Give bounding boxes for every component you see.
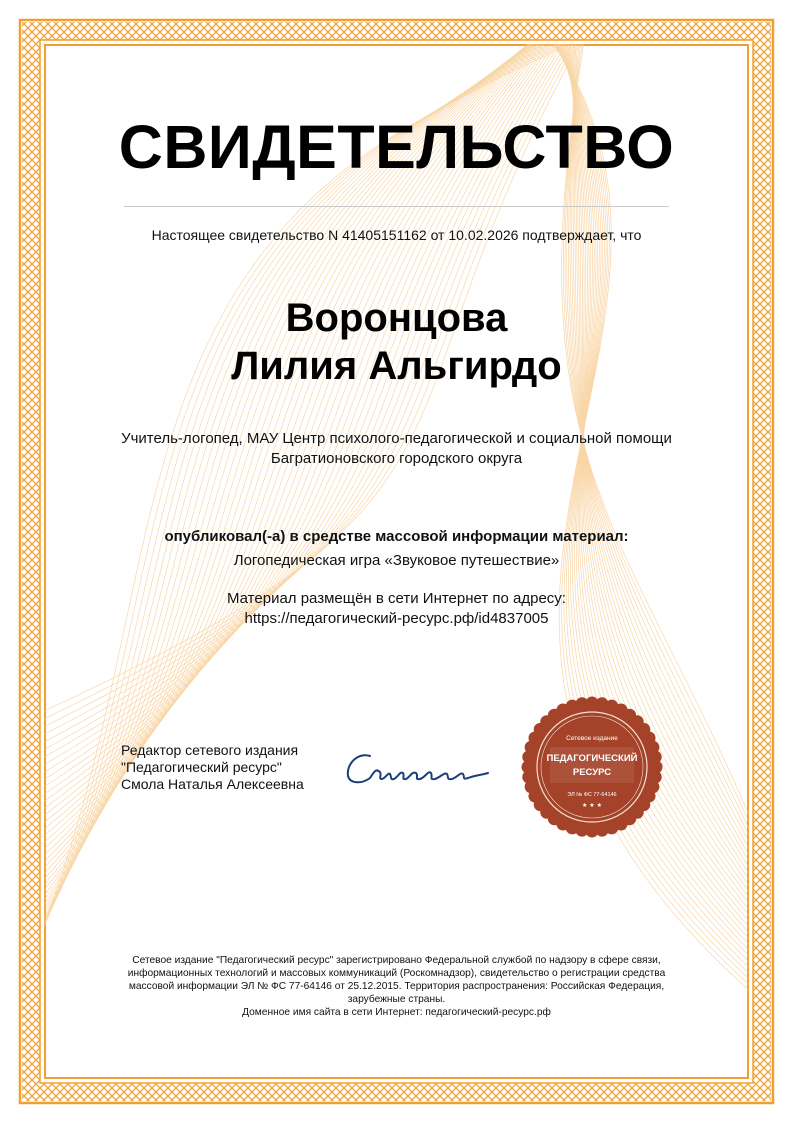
title-divider — [124, 206, 669, 207]
editor-block — [121, 742, 304, 793]
material-url-block — [0, 589, 793, 629]
editor-name: Смола Наталья Алексеевна — [121, 776, 304, 792]
material-url: https://педагогический-ресурс.рф/id4837005 — [244, 610, 549, 627]
editor-signature — [340, 742, 500, 792]
recipient-surname: Воронцова — [285, 296, 508, 340]
material-title: Логопедическая игра «Звуковое путешествие» — [233, 552, 560, 569]
seal-registration: ЭЛ № ФС 77-64146 — [567, 792, 617, 798]
recipient-name — [0, 294, 793, 390]
registration-footer — [120, 954, 673, 1019]
seal-title-line1: ПЕДАГОГИЧЕСКИЙ — [546, 753, 638, 764]
recipient-given-name: Лилия Альгирдо — [231, 344, 562, 388]
registration-text: Сетевое издание "Педагогический ресурс" зарегистрировано Федеральной службой по надзору в сфере связи, информационных технологий и массовых коммуникаций (Роскомнадзор), свидетельство о регистрации средства массовой информации ЭЛ № ФС 77-64146 от 25.12.2015. Территория распространения: Российская Федерация, зарубежные страны. — [127, 955, 666, 1005]
seal-stars: ★ ★ ★ — [582, 802, 602, 809]
published-label: опубликовал(-а) в средстве массовой информации материал: — [164, 528, 629, 545]
editor-publication: "Педагогический ресурс" — [121, 759, 282, 775]
seal-top-text: Сетевое издание — [566, 735, 618, 742]
editor-role: Редактор сетевого издания — [121, 742, 299, 758]
seal-title-line2: РЕСУРС — [572, 767, 612, 778]
domain-text: Доменное имя сайта в сети Интернет: педагогический-ресурс.рф — [242, 1007, 551, 1018]
certificate-intro: Настоящее свидетельство N 41405151162 от 10.02.2026 подтверждает, что — [151, 227, 642, 243]
publication-seal — [520, 695, 664, 839]
recipient-position: Учитель-логопед, МАУ Центр психолого-педагогической и социальной помощи Багратионовского городского округа — [121, 430, 672, 467]
url-label: Материал размещён в сети Интернет по адресу: — [227, 590, 566, 607]
certificate-title: СВИДЕТЕЛЬСТВО — [118, 113, 675, 181]
